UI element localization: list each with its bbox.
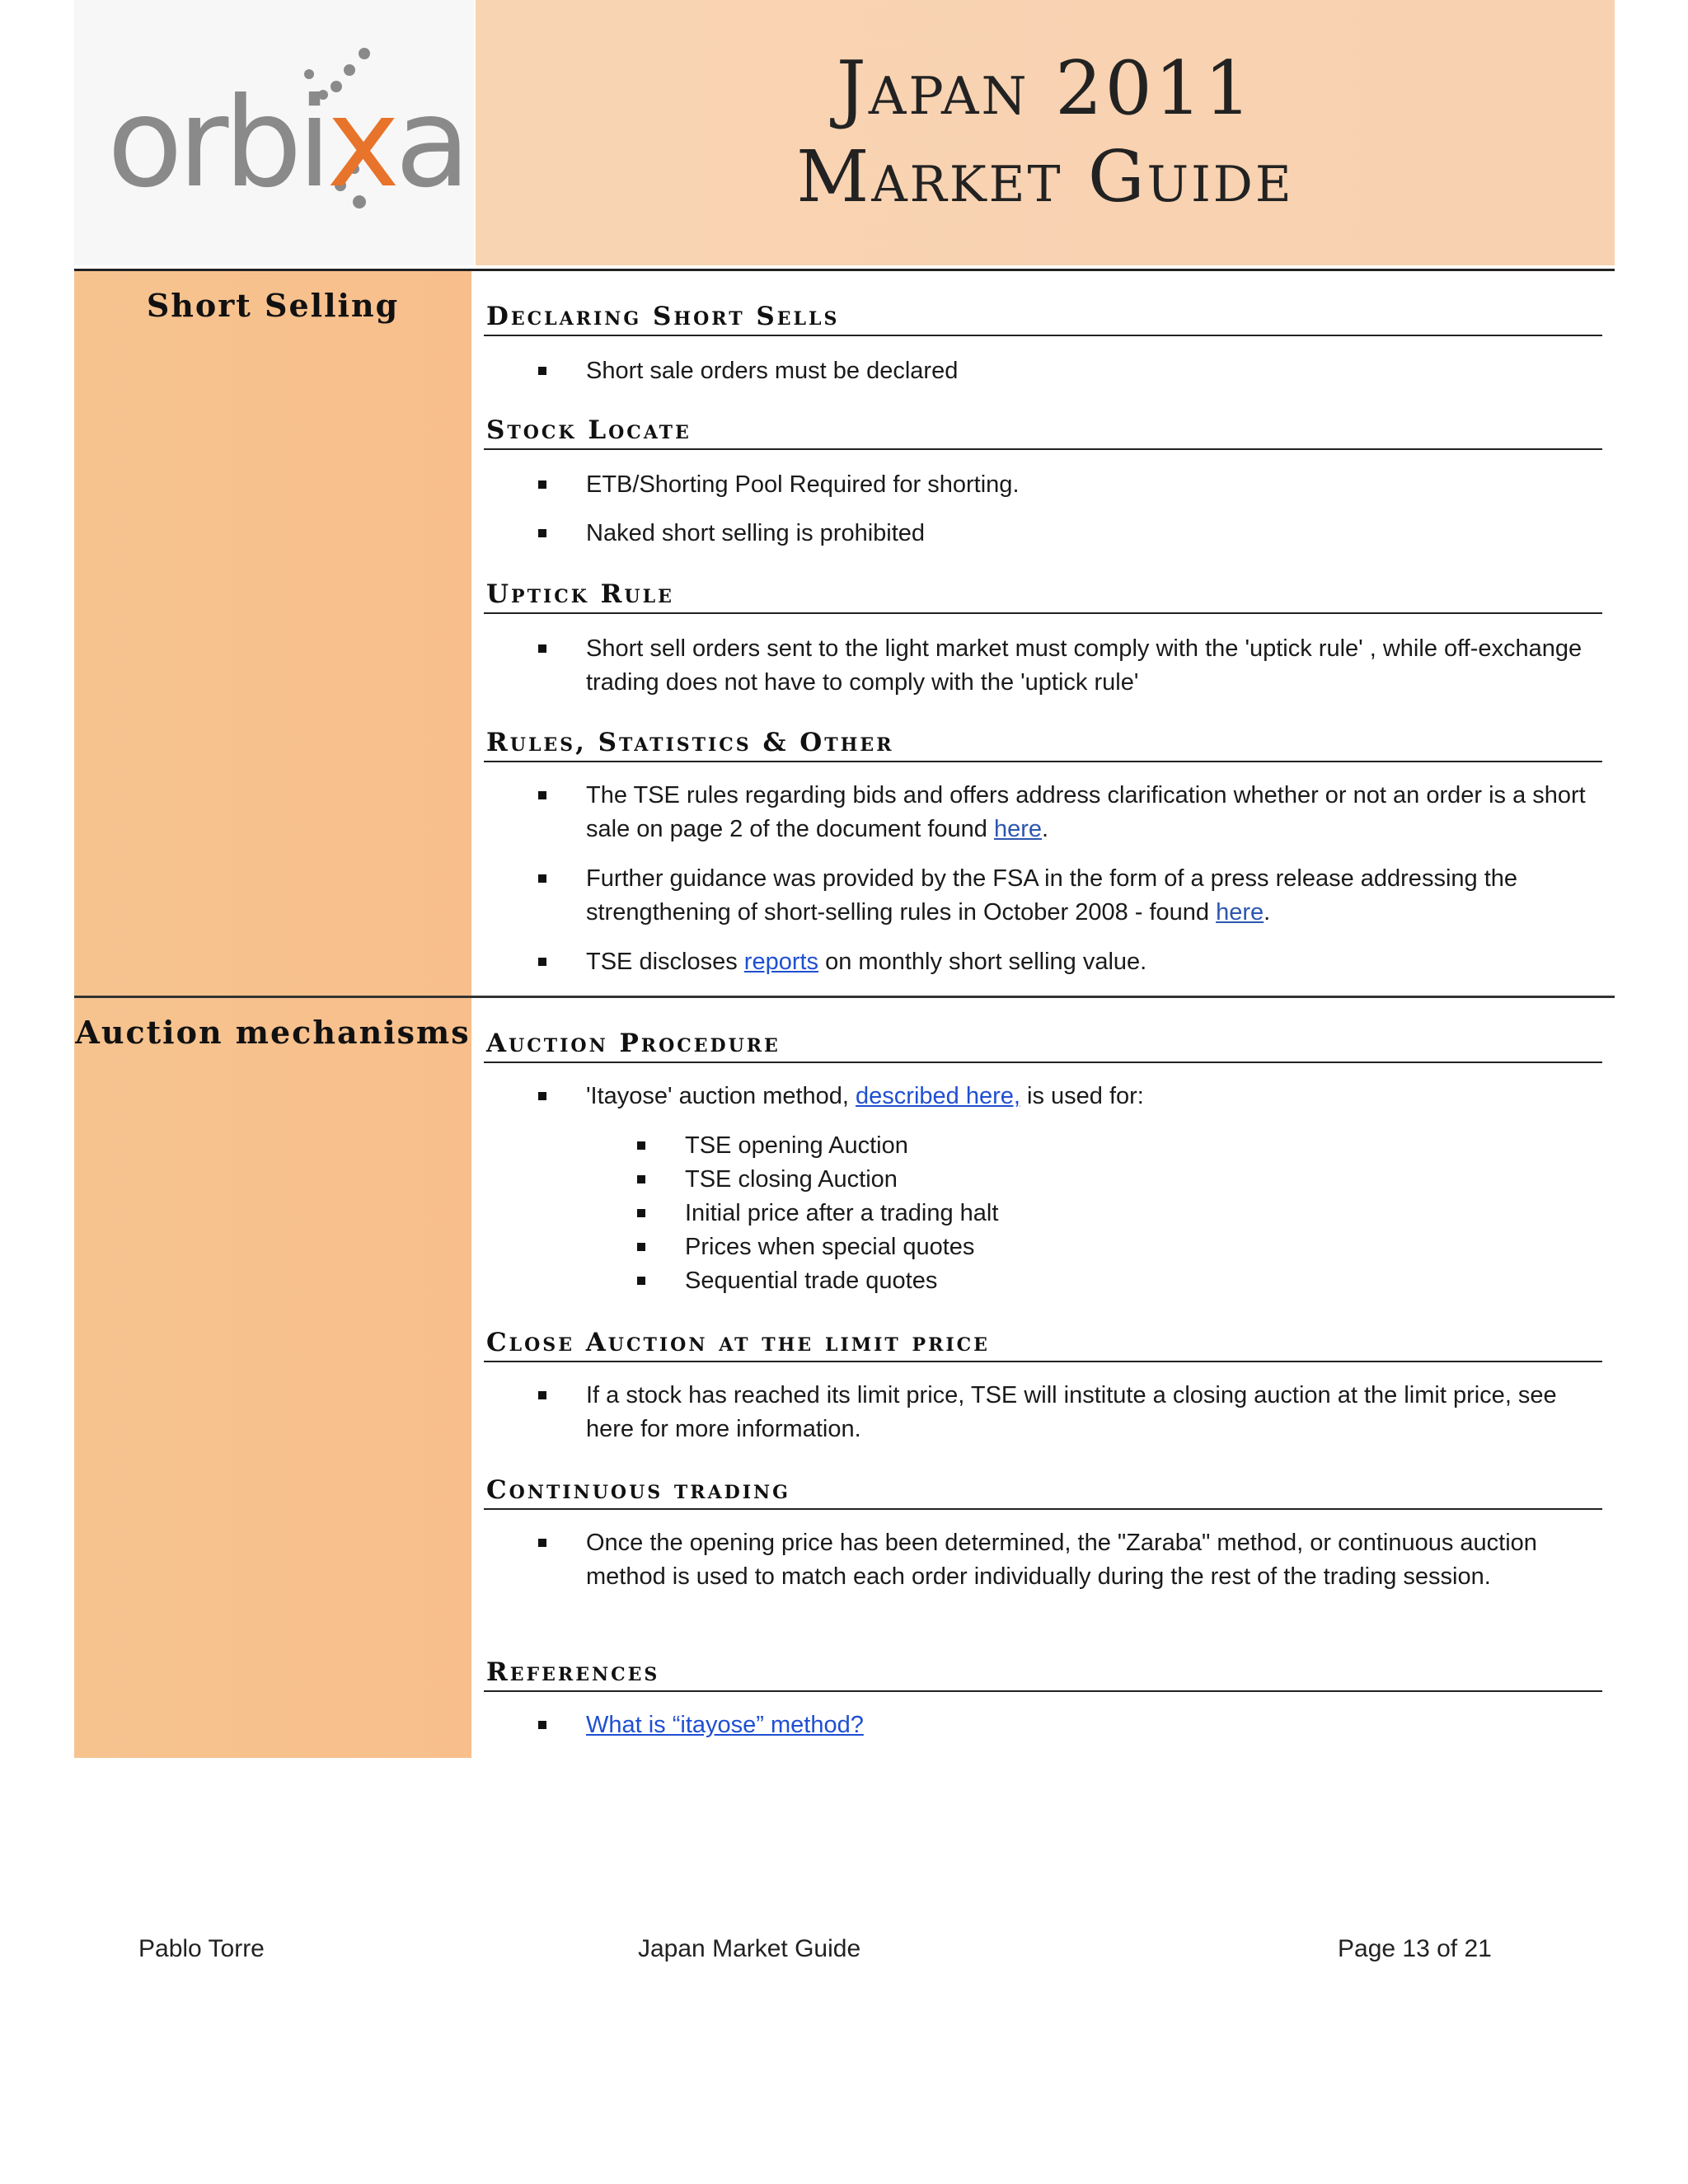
list-item — [484, 1708, 1602, 1742]
procedure-item-end: is used for: — [1020, 1083, 1144, 1109]
close-limit-block — [484, 1328, 1602, 1446]
logo-area — [74, 0, 474, 265]
list-item: Short sell orders sent to the light market must comply with the 'uptick rule' , while off-exchange trading does not have to comply with the 'uptick rule' — [484, 632, 1602, 700]
continuous-block — [484, 1475, 1602, 1594]
subhead-rules: Rules, Statistics & Other — [484, 728, 1602, 762]
footer-page-number: Page 13 of 21 — [1338, 1935, 1492, 1962]
subhead-locate: Stock Locate — [484, 415, 1602, 450]
footer-author: Pablo Torre — [138, 1935, 265, 1962]
title-line-2: Market Guide — [796, 136, 1294, 218]
described-here-link[interactable]: described here, — [856, 1083, 1020, 1109]
rules-item-1-text: The TSE rules regarding bids and offers address clarification whether or not an order is a short sale on page 2 of the document found — [586, 782, 1586, 842]
list-item: Naked short selling is prohibited — [484, 517, 1602, 551]
sub-list-item: Sequential trade quotes — [484, 1264, 1602, 1298]
rules-item-2-link[interactable]: here — [1216, 899, 1264, 926]
orbixa-logo — [107, 45, 467, 235]
logo-text: orbixa — [107, 72, 467, 215]
subhead-declaring: Declaring Short Sells — [484, 302, 1602, 336]
list-item — [484, 945, 1602, 979]
sub-list-item: TSE closing Auction — [484, 1163, 1602, 1197]
declaring-block — [484, 302, 1602, 388]
list-item — [484, 1080, 1602, 1113]
subhead-close-limit: Close Auction at the limit price — [484, 1328, 1602, 1362]
list-item — [484, 779, 1602, 846]
rules-item-1-end: . — [1042, 816, 1049, 842]
section-divider — [74, 996, 1615, 998]
auction-uses-list — [484, 1129, 1602, 1298]
list-item: ETB/Shorting Pool Required for shorting. — [484, 468, 1602, 502]
subhead-uptick: Uptick Rule — [484, 579, 1602, 614]
sub-list-item: TSE opening Auction — [484, 1129, 1602, 1163]
subhead-continuous: Continuous trading — [484, 1475, 1602, 1510]
uptick-block — [484, 579, 1602, 700]
rules-item-2-end: . — [1264, 899, 1271, 926]
subhead-procedure: Auction Procedure — [484, 1029, 1602, 1063]
references-block — [484, 1657, 1602, 1742]
rules-item-2-text: Further guidance was provided by the FSA in the form of a press release addressing the strengthening of short-selling rules in October 2008 - found — [586, 865, 1518, 926]
itayose-reference-link[interactable]: What is “itayose” method? — [586, 1712, 864, 1738]
list-item — [484, 862, 1602, 930]
title-line-1: Japan 2011 — [836, 45, 1254, 132]
rules-item-1-link[interactable]: here — [993, 816, 1043, 842]
locate-block — [484, 415, 1602, 551]
list-item: If a stock has reached its limit price, TSE will institute a closing auction at the limit price, see here for more information. — [484, 1379, 1602, 1446]
list-item: Once the opening price has been determined, the "Zaraba" method, or continuous auction method is used to match each order individually during the rest of the trading session. — [484, 1526, 1602, 1594]
rules-item-3-text: TSE discloses — [586, 949, 744, 975]
rules-item-3-end: on monthly short selling value. — [818, 949, 1147, 975]
procedure-item-text: 'Itayose' auction method, — [586, 1083, 856, 1109]
subhead-references: References — [484, 1657, 1602, 1692]
sub-list-item: Initial price after a trading halt — [484, 1197, 1602, 1230]
reports-link[interactable]: reports — [743, 949, 819, 975]
section-label-short-selling: Short Selling — [146, 287, 400, 324]
rules-block — [484, 728, 1602, 979]
procedure-block — [484, 1029, 1602, 1298]
section-label-auction: Auction mechanisms — [75, 1014, 471, 1051]
list-item: Short sale orders must be declared — [484, 354, 1602, 388]
footer-doc-title: Japan Market Guide — [638, 1935, 861, 1962]
title-banner — [476, 0, 1615, 265]
sub-list-item: Prices when special quotes — [484, 1230, 1602, 1264]
